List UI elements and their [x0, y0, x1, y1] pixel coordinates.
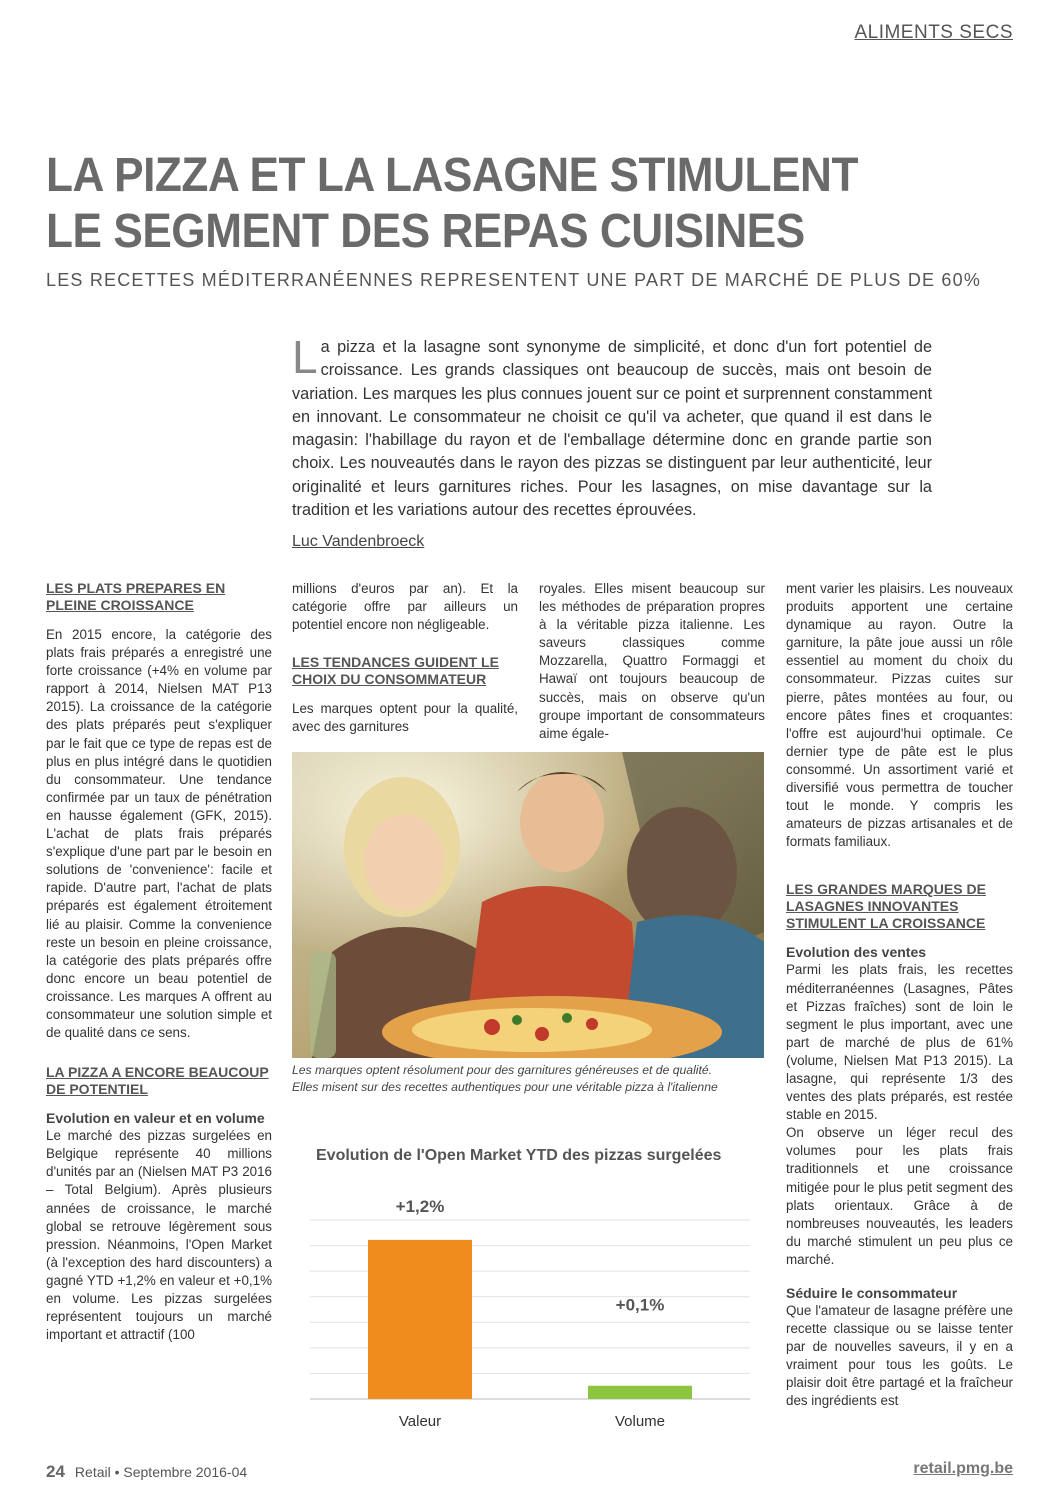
section-tag: ALIMENTS SECS — [854, 22, 1013, 43]
intro-text: a pizza et la lasagne sont synonyme de simplicité, et donc d'un fort potentiel de croissance. Les grands classiques ont beaucoup de succès, mais ont besoin de variation. Les marques les plus connues jouent sur ce point et surprennent constamment en innovant. Le consommateur ne choisit ce qu'il va acheter, que quand il est dans le magasin: l'habillage du rayon et de l'emballage détermine donc en grande partie son choix. Les nouveautés dans le rayon des pizzas se distinguent par leur authenticité, leur originalité et leurs garnitures riches. Pour les lasagnes, on mise davantage sur la tradition et les variations autour des recettes éprouvées. — [292, 338, 932, 520]
chart-svg — [300, 1190, 760, 1440]
chart-bar-valeur — [368, 1240, 472, 1399]
column-2 — [292, 580, 518, 736]
paragraph: Le marché des pizzas surgelées en Belgique représente 40 millions d'unités par an (Nielsen MAT P3 2016 – Total Belgium). Après plusieurs années de croissance, le marché global se retrouve légèrement sous pression. Néanmoins, l'Open Market (à l'exception des hard discounters) a gagné YTD +1,2% en valeur et +0,1% en volume. Les pizzas surgelées représentent toujours un marché important et attractif (100 — [46, 1128, 272, 1343]
paragraph: Parmi les plats frais, les recettes méditerranéennes (Lasagnes, Pâtes et Pizzas fraîches) sont de loin le segment le plus important, avec une part de marché de plus de 61% (volume, Nielsen Mat P13 2015). La lasagne, qui représente 1/3 des ventes des plats préparés, est restée stable en 2015. — [786, 962, 1013, 1123]
chart-bars — [368, 1197, 692, 1430]
title-line-1: LA PIZZA ET LA LASAGNE STIMULENT — [46, 149, 859, 202]
column-4 — [786, 580, 1013, 1411]
article-subtitle: LES RECETTES MÉDITERRANÉENNES REPRESENTENT UNE PART DE MARCHÉ DE PLUS DE 60% — [46, 270, 982, 290]
caption-line-1: Les marques optent résolument pour des garnitures généreuses et de qualité. — [292, 1063, 713, 1077]
heading-plats-prepares: LES PLATS PREPARES EN PLEINE CROISSANCE — [46, 580, 226, 613]
magazine-issue: Retail • Septembre 2016-04 — [74, 1464, 248, 1480]
chart-data-label: +0,1% — [615, 1295, 665, 1315]
website-link[interactable]: retail.pmg.be — [913, 1460, 1013, 1477]
heading-pizza-potentiel: LA PIZZA A ENCORE BEAUCOUP DE POTENTIEL — [46, 1064, 269, 1098]
heading-tendances: LES TENDANCES GUIDENT LE CHOIX DU CONSOMMATEUR — [292, 654, 499, 688]
author-link[interactable]: Luc Vandenbroeck — [292, 533, 425, 550]
caption-line-2: Elles misent sur des recettes authentiques pour une véritable pizza à l'italienne — [292, 1079, 718, 1094]
paragraph: millions d'euros par an). Et la catégorie offre par ailleurs un potentiel encore non négligeable. — [292, 581, 518, 633]
chart-bar-volume — [588, 1386, 692, 1399]
photo-illustration — [292, 752, 764, 1058]
drop-cap: L — [292, 331, 318, 383]
paragraph: Que l'amateur de lasagne préfère une recette classique ou se laisse tenter par de nouvelles saveurs, il y en a vraiment pour tous les goûts. Le plaisir doit être partagé et la fraîcheur des ingrédients est — [786, 1303, 1013, 1409]
chart-tick-label: Valeur — [398, 1413, 442, 1430]
paragraph: Les marques optent pour la qualité, avec des garnitures — [292, 701, 518, 735]
paragraph: ment varier les plaisirs. Les nouveaux produits apportent une certaine dynamique au rayon. Outre la garniture, la pâte joue aussi un rôle essentiel au moment du choix du consommateur. Pizzas cuites sur pierre, pâtes montées au four, ou encore pâtes fines et croquantes: l'offre est aujourd'hui optimale. Ce dernier type de pâte est le plus consommé. Un assortiment varié et diversifié vous permettra de toucher tout le monde. Y compris les amateurs de pizzas artisanales et de formats familiaux. — [786, 581, 1013, 850]
subheading-evolution-valeur: Evolution en valeur et en volume — [46, 1110, 265, 1127]
paragraph: En 2015 encore, la catégorie des plats frais préparés a enregistré une forte croissance (+4% en volume par rapport à 2014, Nielsen MAT P13 2015). La croissance de la catégorie des plats préparés peut s'expliquer par le fait que ce type de repas est de plus en plus intégré dans le quotidien du consommateur. Une tendance confirmée par un taux de pénétration en hausse également (GFK, 2015). L'achat de plats frais préparés s'explique d'une part par le besoin en solutions de 'convenience': facile et rapide. D'autre part, l'achat de plats préparés est également étroitement lié au plaisir. Comme la convenience reste un besoin en pleine croissance, la catégorie des plats préparés offre donc encore un beau potentiel de croissance. Les marques A offrent au consommateur une solution simple et de qualité dans ce sens. — [46, 627, 272, 1041]
page-number: 24 — [46, 1462, 65, 1481]
column-1 — [46, 580, 272, 1344]
paragraph: On observe un léger recul des volumes pour les plats frais traditionnels et une croissance mitigée pour le plus petit segment des plats orientaux. Grâce à de nombreuses nouveautés, les leaders du marché stimulent un peu plus ce marché. — [786, 1125, 1013, 1267]
bar-chart — [300, 1190, 760, 1440]
title-line-2: LE SEGMENT DES REPAS CUISINES — [46, 205, 805, 258]
subheading-seduire: Séduire le consommateur — [786, 1285, 958, 1301]
subheading-evolution-ventes: Evolution des ventes — [786, 944, 927, 961]
chart-title: Evolution de l'Open Market YTD des pizzas surgelées — [316, 1147, 722, 1164]
photo-caption — [292, 1062, 764, 1095]
article-photo — [292, 752, 764, 1058]
heading-grandes-marques: LES GRANDES MARQUES DE LASAGNES INNOVANTES STIMULENT LA CROISSANCE — [786, 881, 986, 932]
paragraph: royales. Elles misent beaucoup sur les méthodes de préparation propres à la véritable pizza italienne. Les saveurs classiques comme Mozzarella, Quattro Formaggi et Hawaï ont toujours beaucoup de succès, mais on observe qu'un groupe important de consommateurs aime égale- — [539, 581, 765, 741]
article-intro — [292, 331, 932, 522]
chart-tick-label: Volume — [614, 1413, 666, 1430]
article-title — [46, 148, 929, 260]
footer-info — [46, 1462, 247, 1482]
column-3 — [539, 580, 765, 743]
chart-data-label: +1,2% — [395, 1196, 445, 1216]
